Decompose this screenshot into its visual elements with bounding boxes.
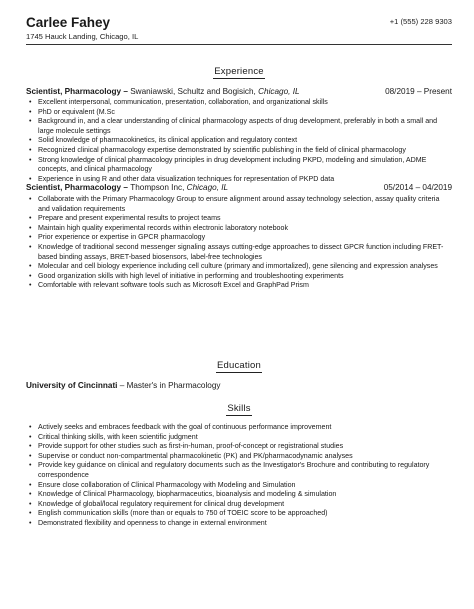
list-item: • Knowledge of Clinical Pharmacology, biopharmaceutics, bioanalysis and modeling & simulation — [26, 490, 452, 500]
resume-header — [26, 14, 452, 42]
list-item: • Excellent interpersonal, communication, presentation, collaboration, and organizational skills — [26, 98, 452, 108]
job-location: Chicago, IL — [186, 183, 229, 192]
list-item: • Knowledge of traditional second messenger signaling assays cutting-edge approaches to dissect GPCR function including FRET-based binding assays, BRET-based biosensors, label-free technologies — [26, 243, 452, 262]
list-item: • Ensure close collaboration of Clinical Pharmacology with Modeling and Simulation — [26, 481, 452, 491]
job-bullets — [26, 195, 452, 291]
section-title-education: Education — [216, 360, 262, 371]
list-item: • Background in, and a clear understanding of clinical pharmacology aspects of drug development, preferably in both a small and large molecule settings — [26, 117, 452, 136]
list-item: • Demonstrated flexibility and openness to change in external environment — [26, 519, 452, 529]
header-divider — [26, 44, 452, 45]
list-item: • Actively seeks and embraces feedback with the goal of continuous performance improvement — [26, 423, 452, 433]
job-location: Chicago, IL — [258, 87, 300, 96]
list-item: • Experience in using R and other data visualization techniques for representation of PKPD data — [26, 175, 452, 185]
job-dates: 08/2019 – Present — [385, 87, 452, 96]
list-item: • Supervise or conduct non-compartmental pharmacokinetic (PK) and PK/pharmacodynamic analyses — [26, 452, 452, 462]
list-item: • Prepare and present experimental results to project teams — [26, 214, 452, 224]
list-item: • Good organization skills with high level of initiative in performing and troubleshooting experiments — [26, 272, 452, 282]
list-item: • Maintain high quality experimental records within electronic laboratory notebook — [26, 224, 452, 234]
job-separator: – — [121, 183, 131, 192]
list-item: • PhD or equivalent (M.Sc — [26, 108, 452, 118]
job-company: Swaniawski, Schultz and Bogisich, — [130, 87, 256, 96]
education-entry — [26, 380, 452, 391]
job-company: Thompson Inc, — [130, 183, 185, 192]
list-item: • Strong knowledge of clinical pharmacology principles in drug development including PKPD, modeling and simulation, ADME concepts, and clinical pharmacology — [26, 156, 452, 175]
section-title-experience: Experience — [214, 66, 264, 77]
skills-list — [26, 423, 452, 529]
education-degree: Master's in Pharmacology — [126, 381, 221, 390]
candidate-phone: +1 (555) 228 9303 — [389, 17, 452, 26]
list-item: • English communication skills (more than or equals to 750 of TOEIC score to be approached) — [26, 509, 452, 519]
job-title: Scientist, Pharmacology — [26, 183, 122, 192]
list-item: • Critical thinking skills, with keen scientific judgment — [26, 433, 452, 443]
section-title-skills: Skills — [227, 403, 251, 414]
list-item: • Solid knowledge of pharmacokinetics, its clinical application and regulatory context — [26, 136, 452, 146]
list-item: • Provide support for other studies such as first-in-human, proof-of-concept or registrational studies — [26, 442, 452, 452]
job-heading — [26, 182, 452, 193]
education-school: University of Cincinnati — [26, 381, 118, 390]
list-item: • Provide key guidance on clinical and regulatory documents such as the Investigator's Brochure and contributing to regulatory correspondence — [26, 461, 452, 480]
list-item: • Collaborate with the Primary Pharmacology Group to ensure alignment around assay technology selection, assay quality criteria and validation requirements — [26, 195, 452, 214]
candidate-name: Carlee Fahey — [26, 15, 111, 30]
job-dates: 05/2014 – 04/2019 — [383, 183, 452, 192]
job-bullets — [26, 98, 452, 184]
job-title: Scientist, Pharmacology — [26, 87, 122, 96]
list-item: • Knowledge of global/local regulatory requirement for clinical drug development — [26, 500, 452, 510]
job-separator: – — [121, 87, 131, 96]
candidate-address: 1745 Hauck Landing, Chicago, IL — [26, 32, 139, 41]
list-item: • Molecular and cell biology experience including cell culture (primary and immortalized), gene silencing and expression analyses — [26, 262, 452, 272]
education-separator: – — [117, 381, 127, 390]
list-item: • Comfortable with relevant software tools such as Microsoft Excel and GraphPad Prism — [26, 281, 452, 291]
list-item: • Recognized clinical pharmacology expertise demonstrated by scientific publishing in the field of clinical pharmacology — [26, 146, 452, 156]
job-heading — [26, 86, 452, 97]
list-item: • Prior experience or expertise in GPCR pharmacology — [26, 233, 452, 243]
